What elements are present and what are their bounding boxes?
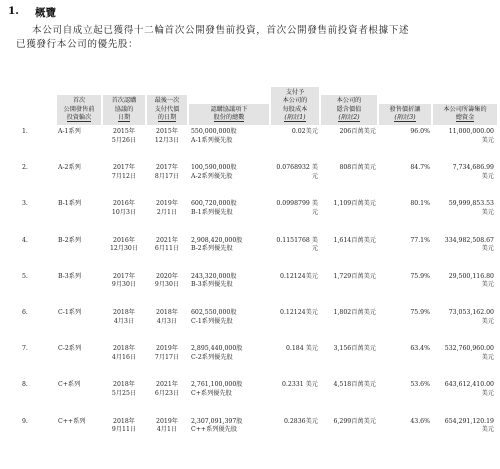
agreement-date-text: 5月25日 [111, 389, 137, 397]
share-count-text: B-1系列優先股 [191, 208, 233, 216]
agreement-date-text: 7月12日 [111, 172, 137, 180]
implied-valuation-text: 1,802百萬美元 [333, 308, 376, 316]
agreement-date [102, 418, 146, 454]
header-line: 協議的 [114, 105, 134, 113]
header-line: 隱含價值 [336, 105, 362, 113]
offer-price-discount [378, 418, 432, 454]
header-cell [103, 95, 145, 125]
intro-line-2: 已獲發行本公司的優先股： [16, 39, 139, 50]
share-count [188, 381, 270, 417]
offer-price-discount-text: 80.1% [410, 200, 430, 208]
row-number [20, 128, 56, 164]
header-line: 日期 [117, 114, 131, 122]
share-count-text: 243,320,000股 [191, 272, 237, 280]
intro-line-1: 本公司自成立起已獲得十二輪首次公開發售前投資，首次公開發售前投資者根據下述 [32, 25, 410, 36]
implied-valuation-text: 6,299百萬美元 [333, 417, 376, 425]
implied-valuation-text: 1,109百萬美元 [333, 200, 376, 208]
header-line: 的日期 [157, 114, 177, 122]
cost-per-share-text: 0.12124美元 [280, 272, 318, 280]
series-name [56, 381, 102, 417]
header-cell [433, 104, 497, 125]
header-series [56, 80, 102, 128]
funds-raised-text: 11,000,000.00 [448, 128, 494, 135]
agreement-date-text: 2017年 [113, 272, 135, 280]
table-row [20, 200, 498, 236]
series-name [56, 345, 102, 381]
payment-date [146, 128, 188, 164]
funds-raised-text: 654,291,120.19 [444, 417, 494, 425]
row-number-text: 4. [22, 236, 28, 244]
row-number-text: 9. [22, 417, 28, 425]
series-name [56, 418, 102, 454]
share-count [188, 200, 270, 236]
implied-valuation-text: 206百萬美元 [339, 128, 376, 135]
agreement-date-text: 2016年 [113, 236, 135, 244]
series-name [56, 273, 102, 309]
share-count-text: 550,000,000股 [191, 128, 237, 135]
cost-per-share-text: 0.0768932 美元 [276, 164, 318, 180]
intro-paragraph [16, 24, 486, 52]
header-valuation [320, 80, 378, 128]
header-line: 股份的總數 [213, 114, 245, 122]
funds-raised-text: 美元 [481, 426, 494, 434]
header-cost-per-share [270, 80, 320, 128]
header-cell [57, 95, 101, 125]
funds-raised-text: 美元 [481, 353, 494, 361]
offer-price-discount [378, 273, 432, 309]
row-number [20, 237, 56, 273]
share-count-text: C-2系列優先股 [191, 353, 233, 361]
header-note: (附註2) [338, 114, 360, 122]
agreement-date-text: 2018年 [113, 417, 135, 425]
offer-price-discount [378, 164, 432, 200]
cost-per-share-text: 0.0998799 美元 [276, 200, 318, 216]
share-count-text: 100,590,000股 [191, 164, 237, 172]
agreement-date [102, 237, 146, 273]
funds-raised-text: 643,612,410.00 [444, 381, 494, 389]
share-count-text: 2,761,100,000股 [191, 381, 243, 389]
header-line: 首次 [72, 97, 86, 105]
share-count [188, 309, 270, 345]
share-count-text: 2,908,420,000股 [191, 236, 243, 244]
header-line: 發售價折讓 [389, 105, 421, 113]
series-name [56, 309, 102, 345]
payment-date [146, 381, 188, 417]
share-count-text: A-1系列優先股 [191, 136, 233, 144]
payment-date-text: 2021年 [156, 381, 178, 389]
header-line: 本公司的 [336, 97, 362, 105]
agreement-date [102, 345, 146, 381]
agreement-date-text: 12月30日 [109, 245, 139, 253]
agreement-date-text: 9月11日 [111, 426, 137, 434]
funds-raised [432, 345, 498, 381]
header-line: 支付代價 [154, 105, 180, 113]
agreement-date-text: 2018年 [113, 308, 135, 316]
cost-per-share [270, 345, 320, 381]
funds-raised-text: 美元 [481, 317, 494, 325]
implied-valuation [320, 309, 378, 345]
funds-raised-text: 美元 [481, 208, 494, 216]
series-name [56, 164, 102, 200]
agreement-date-text: 5月26日 [111, 136, 137, 144]
share-count [188, 273, 270, 309]
header-cell [147, 95, 187, 125]
cost-per-share [270, 200, 320, 236]
agreement-date-text: 10月3日 [111, 208, 137, 216]
implied-valuation-text: 808百萬美元 [339, 164, 376, 172]
payment-date-text: 2018年 [156, 308, 178, 316]
header-cell [271, 87, 319, 125]
funds-raised [432, 418, 498, 454]
share-count-text: B-2系列優先股 [191, 245, 233, 253]
header-line: 首次認購 [111, 97, 137, 105]
table-header-row [20, 80, 498, 128]
offer-price-discount [378, 200, 432, 236]
offer-price-discount-text: 75.9% [410, 308, 430, 316]
row-number-text: 3. [22, 200, 28, 208]
agreement-date-text: 2016年 [113, 200, 135, 208]
header-line: 每股成本 [282, 105, 308, 113]
agreement-date-text: 9月30日 [111, 281, 137, 289]
cost-per-share [270, 237, 320, 273]
implied-valuation-text: 1,614百萬美元 [333, 236, 376, 244]
series-name-text: C-1系列 [58, 308, 82, 316]
header-line: 總資金 [455, 114, 475, 122]
agreement-date [102, 128, 146, 164]
header-discount [378, 80, 432, 128]
payment-date [146, 200, 188, 236]
header-cell [379, 104, 431, 125]
cost-per-share-text: 0.184 美元 [285, 345, 318, 353]
implied-valuation [320, 418, 378, 454]
implied-valuation [320, 345, 378, 381]
row-number [20, 381, 56, 417]
funds-raised-text: 59,999,853.53 [448, 200, 494, 208]
share-count [188, 237, 270, 273]
implied-valuation [320, 237, 378, 273]
series-name-text: B-3系列 [58, 272, 82, 280]
implied-valuation [320, 381, 378, 417]
funds-raised [432, 128, 498, 164]
series-name-text: C++系列 [58, 417, 86, 425]
cost-per-share-text: 0.12124美元 [280, 308, 318, 316]
funds-raised-text: 美元 [481, 389, 494, 397]
payment-date-text: 9月30日 [154, 281, 180, 289]
share-count-text: C++系列優先股 [191, 426, 238, 434]
implied-valuation-text: 1,729百萬美元 [333, 272, 376, 280]
offer-price-discount-text: 63.4% [410, 345, 430, 353]
header-cell [189, 104, 269, 125]
payment-date-text: 2017年 [156, 164, 178, 172]
series-name-text: C-2系列 [58, 345, 82, 353]
offer-price-discount-text: 43.6% [410, 417, 430, 425]
row-number-text: 8. [22, 381, 28, 389]
payment-date-text: 2021年 [156, 236, 178, 244]
cost-per-share-text: 0.2836美元 [283, 417, 318, 425]
section-number: 1. [8, 5, 19, 17]
table-row [20, 309, 498, 345]
payment-date-text: 2019年 [156, 345, 178, 353]
cost-per-share-text: 0.1151768 美元 [276, 236, 318, 253]
row-number [20, 418, 56, 454]
share-count-text: B-3系列優先股 [191, 281, 233, 289]
payment-date-text: 2019年 [156, 200, 178, 208]
share-count-text: C+系列優先股 [191, 389, 232, 397]
funds-raised-text: 73,053,162.00 [448, 308, 494, 316]
agreement-date [102, 273, 146, 309]
agreement-date [102, 309, 146, 345]
agreement-date-text: 2015年 [113, 128, 135, 135]
offer-price-discount [378, 309, 432, 345]
share-count-text: 602,550,000股 [191, 308, 237, 316]
funds-raised [432, 381, 498, 417]
series-name-text: B-1系列 [58, 200, 82, 208]
implied-valuation [320, 200, 378, 236]
share-count [188, 164, 270, 200]
row-number [20, 273, 56, 309]
funds-raised [432, 309, 498, 345]
funds-raised-text: 334,982,508.67 [444, 236, 494, 244]
header-line: 最後一次 [154, 97, 180, 105]
funds-raised-text: 29,500,116.80 [448, 272, 494, 280]
funds-raised [432, 273, 498, 309]
funds-raised-text: 美元 [481, 281, 494, 289]
header-shares [188, 80, 270, 128]
cost-per-share [270, 418, 320, 454]
payment-date-text: 8月17日 [154, 172, 180, 180]
preferred-shares-table [20, 80, 498, 454]
agreement-date-text: 2018年 [113, 381, 135, 389]
payment-date [146, 237, 188, 273]
agreement-date-text: 2017年 [113, 164, 135, 172]
header-line: 投資輪次 [66, 114, 92, 122]
payment-date-text: 6月23日 [154, 389, 180, 397]
header-line: 支付予 [285, 88, 305, 96]
offer-price-discount [378, 237, 432, 273]
implied-valuation [320, 128, 378, 164]
section-title: 概覽 [34, 7, 56, 19]
payment-date-text: 7月17日 [154, 353, 180, 361]
table-row [20, 164, 498, 200]
row-number-text: 2. [22, 164, 28, 172]
payment-date-text: 4月1日 [156, 426, 178, 434]
share-count-text: A-2系列優先股 [191, 172, 233, 180]
cost-per-share-text: 0.02美元 [291, 128, 318, 135]
agreement-date-text: 4月3日 [113, 317, 135, 325]
header-payment-date [146, 80, 188, 128]
table-row [20, 273, 498, 309]
series-name-text: B-2系列 [58, 236, 82, 244]
payment-date-text: 12月3日 [154, 136, 180, 144]
series-name-text: A-1系列 [58, 128, 81, 135]
share-count [188, 128, 270, 164]
table-row [20, 381, 498, 417]
table-row [20, 237, 498, 273]
header-agreement-date [102, 80, 146, 128]
share-count-text: C-1系列優先股 [191, 317, 233, 325]
series-name-text: A-2系列 [58, 164, 81, 172]
series-name [56, 200, 102, 236]
share-count-text: 600,720,000股 [191, 200, 237, 208]
header-line: 公開發售前 [63, 105, 95, 113]
share-count [188, 345, 270, 381]
row-number-text: 1. [22, 128, 28, 135]
header-cell [321, 95, 377, 125]
header-note: (附註3) [394, 114, 416, 122]
cost-per-share [270, 128, 320, 164]
funds-raised-text: 美元 [481, 136, 494, 144]
funds-raised [432, 237, 498, 273]
agreement-date [102, 381, 146, 417]
payment-date [146, 164, 188, 200]
row-number [20, 345, 56, 381]
payment-date-text: 2020年 [156, 272, 178, 280]
offer-price-discount-text: 77.1% [410, 236, 430, 244]
payment-date [146, 273, 188, 309]
header-amount [432, 80, 498, 128]
cost-per-share [270, 164, 320, 200]
agreement-date [102, 200, 146, 236]
row-number-text: 7. [22, 345, 28, 353]
row-number [20, 200, 56, 236]
implied-valuation-text: 3,156百萬美元 [333, 345, 376, 353]
cost-per-share [270, 273, 320, 309]
series-name-text: C+系列 [58, 381, 81, 389]
header-line: 本公司的 [282, 97, 308, 105]
header-no [20, 80, 56, 128]
payment-date-text: 2月1日 [156, 208, 178, 216]
table-row [20, 128, 498, 164]
cost-per-share [270, 309, 320, 345]
funds-raised-text: 美元 [481, 245, 494, 253]
implied-valuation [320, 273, 378, 309]
header-line: 認購協議項下 [210, 105, 248, 113]
offer-price-discount [378, 345, 432, 381]
agreement-date-text: 2018年 [113, 345, 135, 353]
funds-raised [432, 200, 498, 236]
row-number [20, 164, 56, 200]
section-heading [8, 5, 56, 20]
funds-raised-text: 7,734,686.99 [452, 164, 494, 172]
payment-date [146, 418, 188, 454]
agreement-date [102, 164, 146, 200]
cost-per-share-text: 0.2331 美元 [282, 381, 318, 389]
share-count [188, 418, 270, 454]
implied-valuation [320, 164, 378, 200]
implied-valuation-text: 4,518百萬美元 [333, 381, 376, 389]
header-note: (附註1) [284, 114, 306, 122]
table-row [20, 418, 498, 454]
series-name [56, 128, 102, 164]
offer-price-discount-text: 96.0% [410, 128, 430, 135]
table-row [20, 345, 498, 381]
funds-raised-text: 532,760,960.00 [444, 345, 494, 353]
share-count-text: 2,895,440,000股 [191, 345, 243, 353]
funds-raised-text: 美元 [481, 172, 494, 180]
series-name [56, 237, 102, 273]
offer-price-discount-text: 75.9% [410, 272, 430, 280]
offer-price-discount [378, 381, 432, 417]
share-count-text: 2,307,091,397股 [191, 417, 243, 425]
cost-per-share [270, 381, 320, 417]
funds-raised [432, 164, 498, 200]
offer-price-discount-text: 84.7% [410, 164, 430, 172]
header-line: 本公司所籌集的 [443, 105, 487, 113]
agreement-date-text: 4月16日 [111, 353, 137, 361]
payment-date-text: 6月11日 [154, 245, 180, 253]
row-number [20, 309, 56, 345]
row-number-text: 6. [22, 308, 28, 316]
payment-date [146, 309, 188, 345]
payment-date-text: 4月3日 [156, 317, 178, 325]
offer-price-discount-text: 53.6% [410, 381, 430, 389]
row-number-text: 5. [22, 272, 28, 280]
payment-date-text: 2015年 [156, 128, 178, 135]
payment-date [146, 345, 188, 381]
offer-price-discount [378, 128, 432, 164]
payment-date-text: 2019年 [156, 417, 178, 425]
